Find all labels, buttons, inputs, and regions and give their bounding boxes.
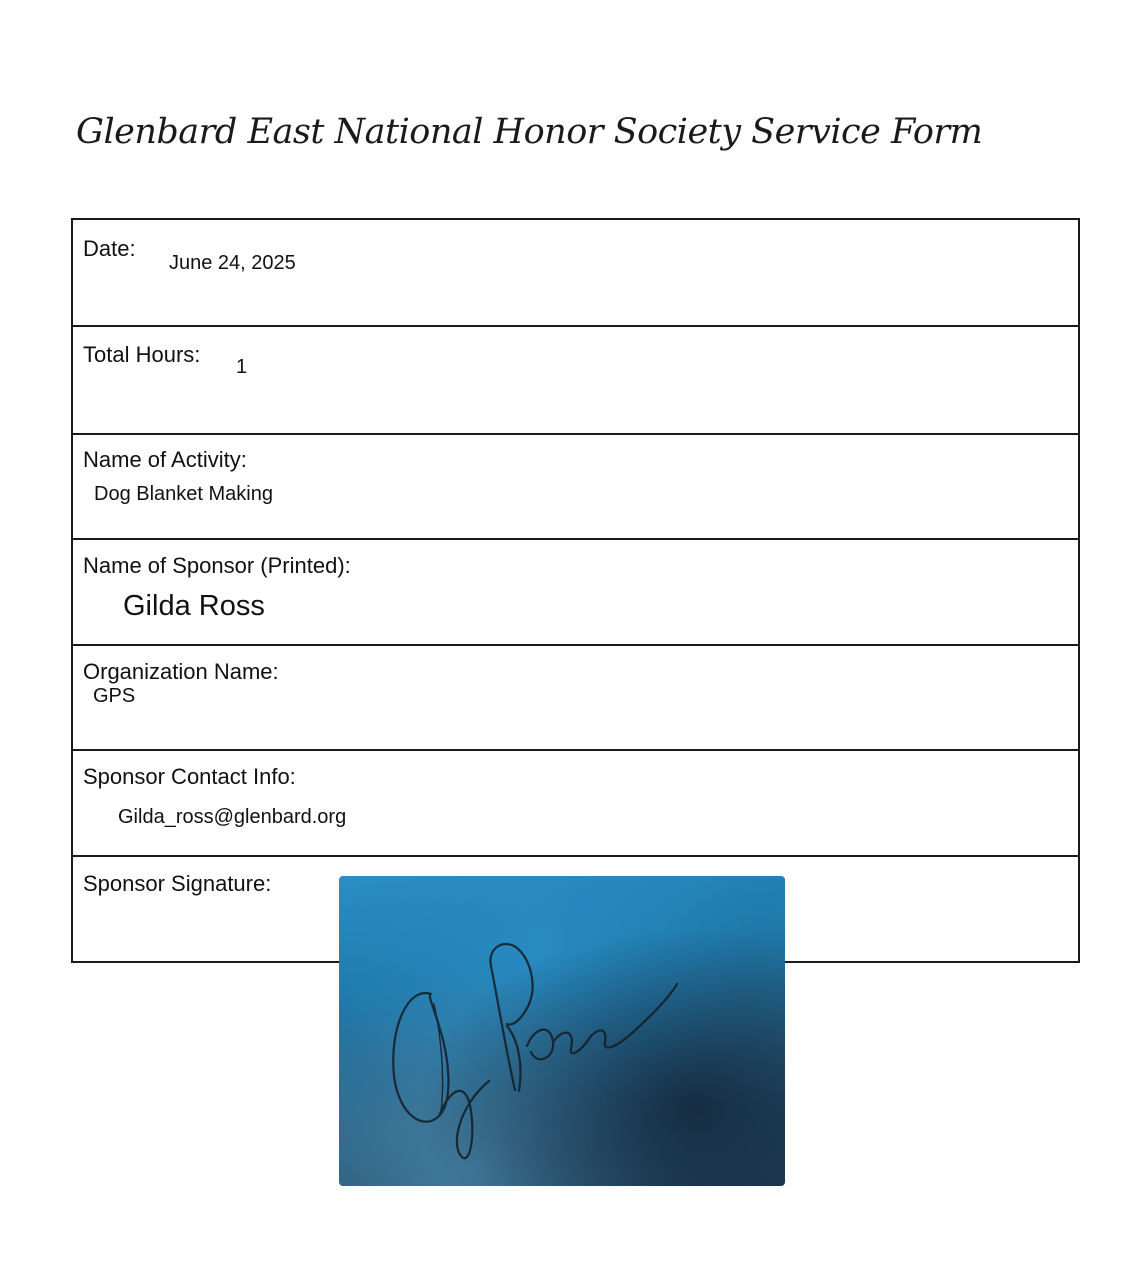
activity-label: Name of Activity: bbox=[83, 447, 247, 472]
date-row bbox=[73, 220, 1078, 327]
activity-row bbox=[73, 435, 1078, 540]
date-value: June 24, 2025 bbox=[169, 252, 296, 274]
sponsor-name-row bbox=[73, 540, 1078, 646]
total-hours-label: Total Hours: bbox=[83, 342, 201, 367]
service-form-table bbox=[71, 218, 1080, 963]
date-label: Date: bbox=[83, 236, 136, 261]
signature-label: Sponsor Signature: bbox=[83, 871, 272, 896]
total-hours-row bbox=[73, 327, 1078, 435]
total-hours-value: 1 bbox=[236, 356, 248, 378]
contact-label: Sponsor Contact Info: bbox=[83, 764, 296, 789]
handwritten-signature-icon bbox=[339, 876, 785, 1186]
page-title: Glenbard East National Honor Society Service Form bbox=[76, 112, 983, 152]
contact-row bbox=[73, 751, 1078, 857]
sponsor-name-label: Name of Sponsor (Printed): bbox=[83, 553, 351, 578]
signature-image bbox=[339, 876, 785, 1186]
activity-value: Dog Blanket Making bbox=[94, 483, 273, 505]
organization-row bbox=[73, 646, 1078, 751]
sponsor-name-value: Gilda Ross bbox=[123, 590, 265, 622]
organization-value: GPS bbox=[93, 685, 136, 707]
organization-label: Organization Name: bbox=[83, 659, 279, 684]
contact-value: Gilda_ross@glenbard.org bbox=[118, 806, 347, 828]
